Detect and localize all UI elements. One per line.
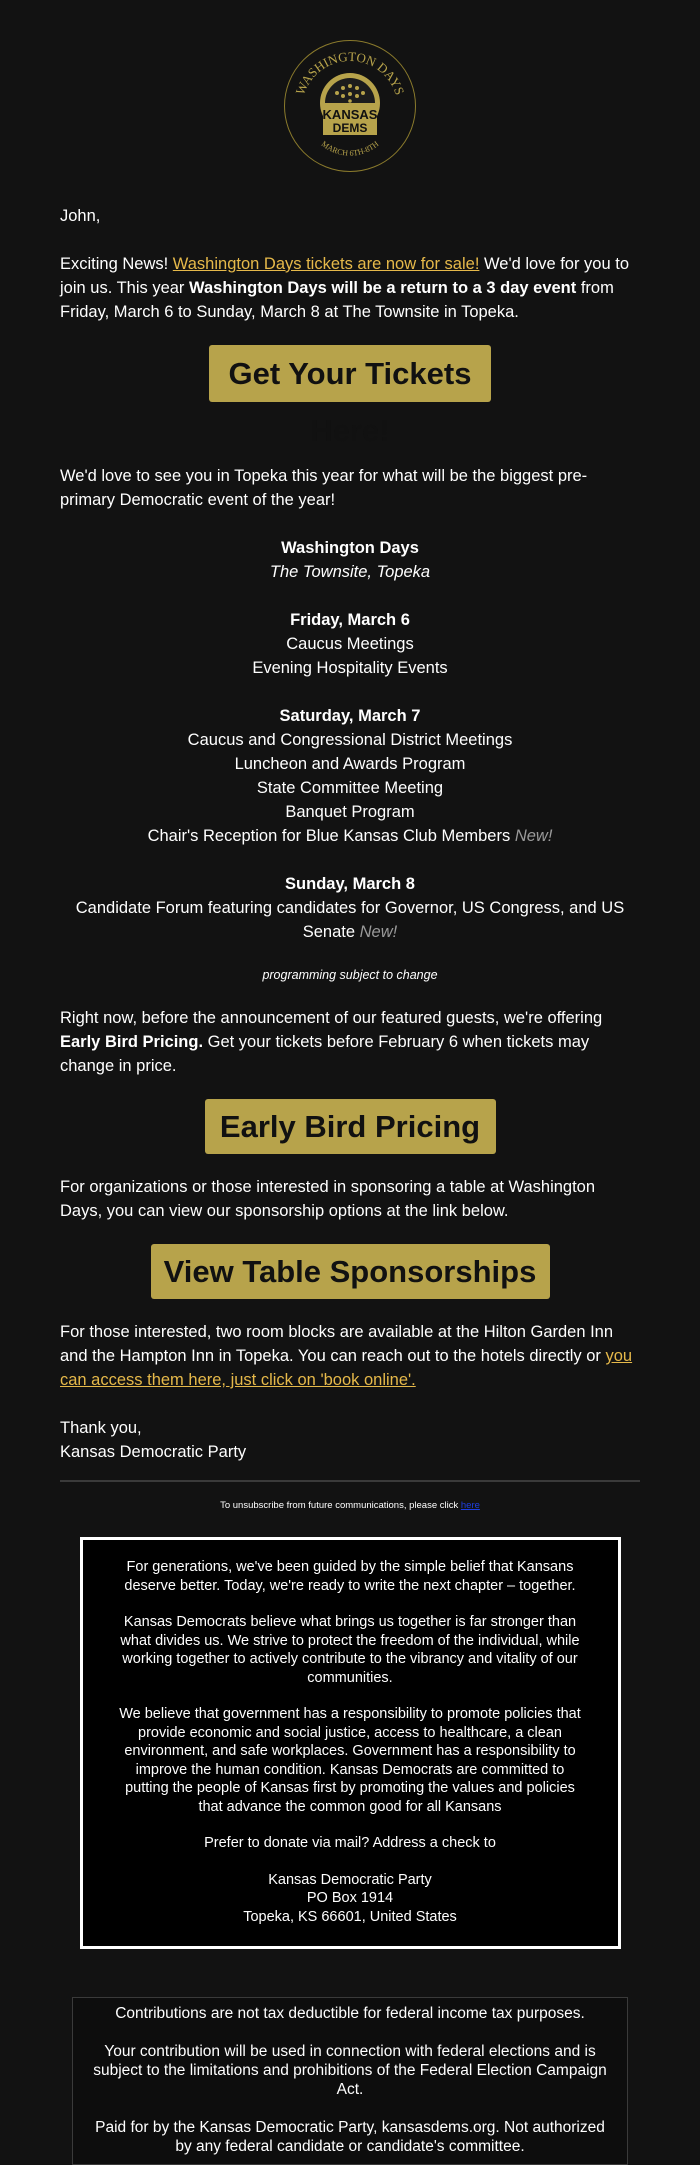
early-lead: Right now, before the announcement of our featured guests, we're offering xyxy=(60,1009,603,1027)
hotel-booking-link[interactable]: you can access them here, just click on 'book online'. xyxy=(60,1347,633,1389)
signoff-org: Kansas Democratic Party xyxy=(60,1443,247,1461)
schedule-item: Banquet Program xyxy=(285,803,415,821)
sponsorship-paragraph: For organizations or those interested in sponsoring a table at Washington Days, you can view our sponsorship options at the link below. xyxy=(60,1178,596,1220)
schedule-item: Evening Hospitality Events xyxy=(252,659,448,677)
header-logo-area xyxy=(60,0,640,190)
unsubscribe-text: To unsubscribe from future communications, please click xyxy=(220,1500,461,1511)
new-badge: New! xyxy=(359,923,398,941)
logo-graphic xyxy=(285,41,415,171)
get-tickets-button[interactable]: Get Your Tickets Here! xyxy=(209,345,491,402)
disclaimer-tax: Contributions are not tax deductible for federal income tax purposes. xyxy=(115,2005,585,2022)
mailing-address-line2: PO Box 1914 xyxy=(306,1890,394,1906)
invite-paragraph: We'd love to see you in Topeka this year for what will be the biggest pre-primary Democratic event of the year! xyxy=(60,467,588,509)
early-bird-paragraph xyxy=(60,1006,640,1078)
disclaimer-box xyxy=(72,1997,628,2165)
unsubscribe-link[interactable]: here xyxy=(460,1500,480,1511)
greeting: John, xyxy=(60,207,101,225)
schedule-item: State Committee Meeting xyxy=(256,779,444,797)
schedule-item: Candidate Forum featuring candidates for Governor, US Congress, and US Senate xyxy=(75,899,625,941)
hotels-paragraph xyxy=(60,1320,640,1392)
schedule-item: Caucus and Congressional District Meetings xyxy=(187,731,513,749)
day-heading-saturday: Saturday, March 7 xyxy=(279,707,421,725)
logo-line1: KANSAS xyxy=(322,107,378,122)
logo-bottom-text xyxy=(320,139,381,158)
mailing-address-line1: Kansas Democratic Party xyxy=(268,1871,432,1888)
intro-bold: Washington Days will be a return to a 3 day event xyxy=(189,279,577,297)
event-venue: The Townsite, Topeka xyxy=(269,563,431,581)
new-badge: New! xyxy=(514,827,553,845)
disclaimer-paid-for: Paid for by the Kansas Democratic Party, kansasdems.org. Not authorized by any federal candidate or candidate's committee. xyxy=(95,2119,605,2155)
about-paragraph-3: We believe that government has a responsibility to promote policies that provide economic and social justice, access to healthcare, a clean environment, and safe workplaces. Government has a responsibility to improve the human condition. Kansas Democrats are committed to putting the people of Kansas first by promoting the values and policies that advance the common good for all Kansans xyxy=(119,1706,581,1815)
tickets-sale-link[interactable]: Washington Days tickets are now for sale! xyxy=(172,255,480,273)
signoff-thanks: Thank you, xyxy=(60,1419,142,1437)
logo-line2: DEMS xyxy=(332,121,368,135)
schedule-item: Chair's Reception for Blue Kansas Club Members xyxy=(147,827,511,845)
divider xyxy=(60,1480,640,1482)
schedule-item: Luncheon and Awards Program xyxy=(234,755,466,773)
day-heading-friday: Friday, March 6 xyxy=(290,611,410,629)
day-heading-sunday: Sunday, March 8 xyxy=(285,875,415,893)
logo-bottom-textpath: MARCH 6TH-8TH xyxy=(319,139,381,158)
early-bold: Early Bird Pricing. xyxy=(60,1033,204,1051)
about-paragraph-2: Kansas Democrats believe what brings us together is far stronger than what divides us. We strive to protect the freedom of the individual, while working together to actively contribute to the vibrancy and vitality of our communities. xyxy=(120,1614,580,1686)
washington-days-logo xyxy=(284,40,416,172)
schedule-item-row xyxy=(60,824,640,848)
early-tail: Get your tickets before February 6 when tickets may change in price. xyxy=(60,1033,590,1075)
mailing-address-line3: Topeka, KS 66601, United States xyxy=(243,1908,457,1925)
intro-paragraph xyxy=(60,252,640,324)
event-schedule xyxy=(60,536,640,944)
logo-top-textpath: WASHINGTON DAYS xyxy=(292,48,408,97)
unsubscribe-line xyxy=(60,1500,640,1511)
donate-by-mail: Prefer to donate via mail? Address a check to xyxy=(204,1835,496,1851)
early-bird-button[interactable]: Early Bird Pricing xyxy=(205,1099,496,1154)
about-paragraph-1: For generations, we've been guided by the simple belief that Kansans deserve better. Today, we're ready to write the next chapter – together. xyxy=(124,1559,576,1594)
hotels-lead: For those interested, two room blocks are available at the Hilton Garden Inn and the Hampton Inn in Topeka. You can reach out to the hotels directly or xyxy=(60,1323,614,1365)
intro-lead: Exciting News! xyxy=(60,255,173,273)
about-box xyxy=(80,1537,621,1949)
schedule-item-row xyxy=(60,896,640,944)
disclaimer-fec: Your contribution will be used in connection with federal elections and is subject to the limitations and prohibitions of the Federal Election Campaign Act. xyxy=(93,2043,607,2098)
schedule-item: Caucus Meetings xyxy=(286,635,414,653)
view-sponsorships-button[interactable]: View Table Sponsorships xyxy=(151,1244,550,1299)
intro-mid: We'd love for you to join us. This year xyxy=(60,255,629,297)
intro-tail: from Friday, March 6 to Sunday, March 8 at The Townsite in Topeka. xyxy=(60,279,614,321)
programming-note: programming subject to change xyxy=(262,968,438,982)
event-name: Washington Days xyxy=(281,539,419,557)
